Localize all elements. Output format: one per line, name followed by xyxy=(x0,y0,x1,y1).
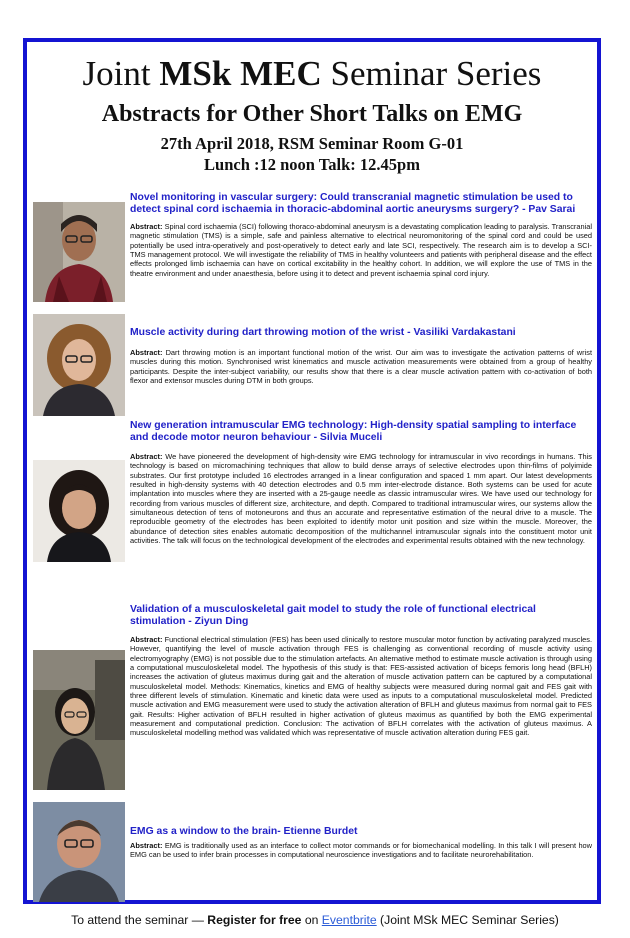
abstract-text-1: Spinal cord ischaemia (SCI) following thoraco-abdominal aneurysm is a devastating complication leading to paralysis. Transcranial magnetic stimulation (TMS) is a simple, safe and painless alternative to electrical neuromonitoring of the spinal cord and could be used potentially be used intra-operatively and post-operatively to detect early and late SCI, respectively. The research aim is to develop a SCI-TMS management protocol. We will investigate the reliability of TMS in healthy volunteers and patients with peripheral disease and the effect effects prolonged limb ischaemia can have on cortical excitability in the healthy cohort. In addition, we will explore the use of TMS in the theatre environment and under anaesthesia, before using it to detect and prevent ischaemia spinal cord injury. xyxy=(130,222,593,278)
talk-abstract-1 xyxy=(130,222,592,278)
talk-abstract-5 xyxy=(130,841,592,860)
talk-title-4: Validation of a musculoskeletal gait model to study the role of functional electrical stimulation - Ziyun Ding xyxy=(130,604,536,627)
poster-frame xyxy=(23,38,601,904)
talk-abstract-2 xyxy=(130,348,592,385)
footer-prefix: To attend the seminar — xyxy=(71,913,208,927)
abstract-text-4: Functional electrical stimulation (FES) has been used clinically to restore muscular motor function by activating paralyzed muscles. However, quantifying the level of muscle activation through FES is challenging as conventional recording of muscle activity using electromyography (EMG) is not possible due to the stimulation artefacts. An alternative method to estimate muscle activation is through using a computational musculoskeletal model. The hypothesis of this study is that: FES-assisted activation of biceps femoris long head (BFLH) increases the activation of gluteus maximus during gait and the alteration of muscle activation pattern can be captured by a computational musculoskeletal model. Methods: Kinematics, kinetics and EMG of healthy subjects were measured during normal gait and FES gait with three different levels of stimulation. Kinematic and kinetic data were used as inputs to a computational musculoskeletal model. Predicted muscle activation and EMG measurement were used to study the activation alteration of BFLH and gluteus maximus from normal gait to FES gait. Results: Higher activation of BFLH resulted in higher activation of gluteus maximus as quantified by both the EMG experimental measurement and computational prediction. Conclusion: The activation of BFLH correlates with the activation of gluteus maximus. A musculoskeletal modelling method was validated which was representative of muscle activation alteration during FES gait. xyxy=(130,635,593,738)
title-bold: MSk MEC xyxy=(159,54,322,93)
date-location: 27th April 2018, RSM Seminar Room G-01 xyxy=(160,134,464,153)
talk-title-5: EMG as a window to the brain- Etienne Burdet xyxy=(130,826,358,837)
event-times: Lunch :12 noon Talk: 12.45pm xyxy=(204,155,420,174)
speaker-photo-3 xyxy=(33,460,125,562)
abstract-text-2: Dart throwing motion is an important functional motion of the wrist. Our aim was to investigate the activation patterns of wrist muscles during this motion. Synchronised wrist kinematics and muscle activation measurements were obtained from a group of healthy participants. Despite the inter-subject variability, our results show that there is a clear muscle activation pattern with co-activation of both flexor and extensor muscles during DTM in both groups. xyxy=(130,348,592,386)
speaker-photo-5 xyxy=(33,802,125,902)
title-part2: Seminar Series xyxy=(321,54,542,93)
poster-subtitle: Abstracts for Other Short Talks on EMG xyxy=(101,101,523,127)
eventbrite-link[interactable]: Eventbrite xyxy=(321,913,377,927)
abstract-label: Abstract: xyxy=(130,635,163,644)
talk-abstract-3 xyxy=(130,452,592,545)
abstract-text-3: We have pioneered the development of high-density wire EMG technology for intramuscular in vivo recordings in humans. This technology is based on micromachining techniques that allow to build dense arrays of selective electrodes upon thin-films of polyimide substrates. Our first prototype included 16 electrodes arranged in a linear configuration and spaced 1 mm apart. Our latest developments resulted in high-density systems with 40 detection electrodes and 0.5 mm inter-electrode distance. Both systems can be used for acute implantation into muscles where they are inserted with a 25-gauge needle as classic intramuscular wires. We have used our technology for recording from various muscles of different size, architecture, and depth. Compared to traditional intramuscular wires, our systems allow the simultaneous detection of tens of motoneurons and thus an accurate and representative estimation of the neural drive to a muscle. The reproducible geometry of the electrodes has been exploited to identify motor unit position and size within the muscle. Moreover, the abundance of detection sites enables automatic decomposition of the multichannel intramuscular signals into the constituent motor unit activities. The talk will focus on the technological development of the electrodes and experimental results obtained with the new technology. xyxy=(130,452,592,546)
footer-suffix: (Joint MSk MEC Seminar Series) xyxy=(376,913,559,927)
talk-title-3: New generation intramuscular EMG technology: High-density spatial sampling to interface and decode motor neuron behaviour - Silvia Muceli xyxy=(130,420,577,443)
abstract-label: Abstract: xyxy=(130,452,163,461)
abstract-text-5: EMG is traditionally used as an interface to collect motor commands or for biomechanical modelling. In this talk I will present how EMG can be used to infer brain processes in computational neuroscience investigations and to facilitate neurorehabilitation. xyxy=(130,841,593,860)
footer-on: on xyxy=(301,913,322,927)
register-text: Register for free xyxy=(207,913,302,927)
title-part1: Joint xyxy=(82,54,160,93)
footer xyxy=(0,912,630,928)
abstract-label: Abstract: xyxy=(130,348,163,357)
abstract-label: Abstract: xyxy=(130,222,163,231)
talk-title-1: Novel monitoring in vascular surgery: Could transcranial magnetic stimulation be used to detect spinal cord ischaemia in thoracic-abdominal aortic aneurysms surgery? - Pav Sarai xyxy=(130,192,576,215)
speaker-photo-1 xyxy=(33,202,125,302)
speaker-photo-2 xyxy=(33,314,125,416)
speaker-photo-4 xyxy=(33,650,125,790)
abstract-label: Abstract: xyxy=(130,841,163,850)
talk-title-2: Muscle activity during dart throwing motion of the wrist - Vasiliki Vardakastani xyxy=(130,327,516,338)
talk-abstract-4 xyxy=(130,635,592,738)
poster-title xyxy=(27,54,597,94)
